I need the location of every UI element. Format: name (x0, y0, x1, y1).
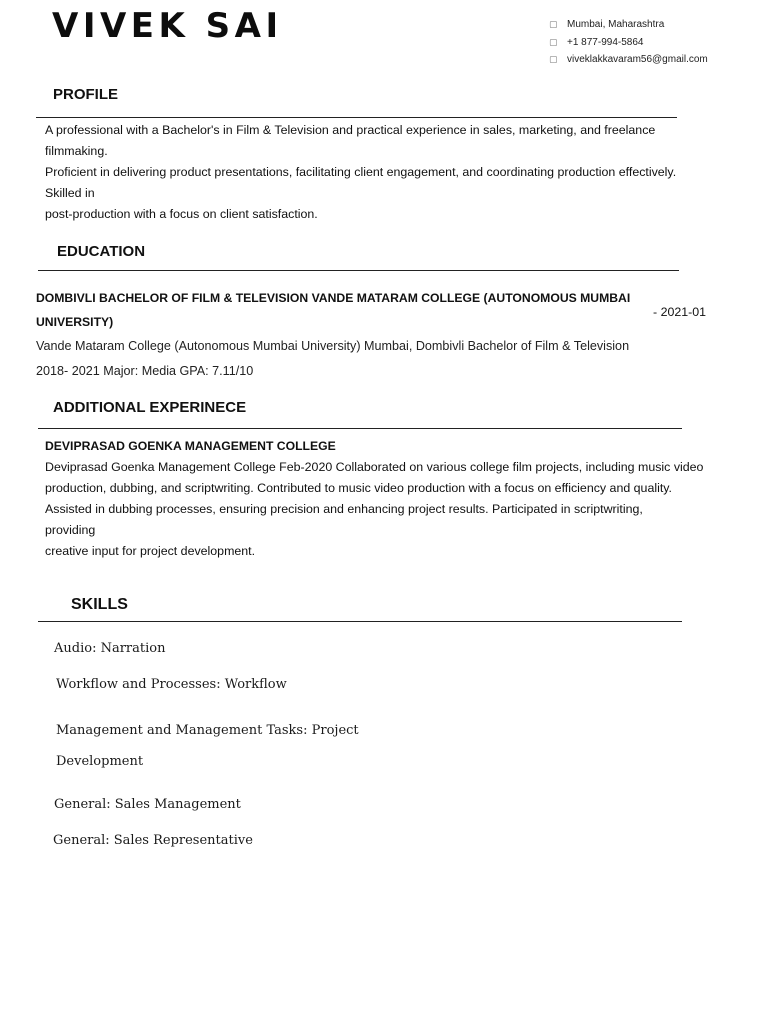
experience-line: production, dubbing, and scriptwriting. Contributed to music video production with a focus on efficiency and quality. (45, 481, 673, 495)
profile-line: A professional with a Bachelor's in Film & Television and practical experience in sales, marketing, and freelance (45, 123, 656, 137)
education-divider (38, 270, 679, 271)
contact-email (549, 54, 708, 65)
skills-heading: SKILLS (71, 596, 128, 613)
skill-item: General: Sales Management (54, 797, 241, 812)
contact-phone (549, 37, 643, 48)
experience-organization: DEVIPRASAD GOENKA MANAGEMENT COLLEGE (45, 439, 336, 453)
education-detail-line: Vande Mataram College (Autonomous Mumbai University) Mumbai, Dombivli Bachelor of Film & Television (36, 339, 630, 353)
experience-line: creative input for project development. (45, 544, 256, 558)
profile-heading: PROFILE (53, 86, 119, 103)
education-degree-line: DOMBIVLI BACHELOR OF FILM & TELEVISION VANDE MATARAM COLLEGE (AUTONOMOUS MUMBAI (36, 291, 631, 305)
email-icon: ▢ (549, 54, 558, 64)
skills-divider (38, 621, 682, 622)
experience-line: providing (45, 523, 96, 537)
profile-line: post-production with a focus on client satisfaction. (45, 207, 318, 221)
candidate-name: VIVEK SAI (52, 6, 283, 46)
experience-line: Assisted in dubbing processes, ensuring precision and enhancing project results. Participated in scriptwriting, (45, 502, 643, 516)
contact-email-text: viveklakkavaram56@gmail.com (567, 54, 708, 65)
profile-line: Skilled in (45, 186, 95, 200)
contact-location (549, 19, 664, 30)
experience-line: Deviprasad Goenka Management College Feb-2020 Collaborated on various college film projects, including music video (45, 460, 704, 474)
experience-text (45, 457, 703, 562)
skill-item: General: Sales Representative (53, 833, 253, 848)
profile-divider (36, 117, 677, 118)
skill-item: Workflow and Processes: Workflow (56, 677, 287, 692)
profile-line: Proficient in delivering product presentations, facilitating client engagement, and coordinating production effectively. (45, 165, 677, 179)
contact-location-text: Mumbai, Maharashtra (567, 19, 665, 30)
contact-phone-text: +1 877-994-5864 (567, 37, 644, 48)
profile-text (45, 120, 676, 225)
phone-icon: ▢ (549, 37, 558, 47)
profile-line: filmmaking. (45, 144, 108, 158)
experience-divider (38, 428, 682, 429)
education-detail-line: 2018- 2021 Major: Media GPA: 7.11/10 (36, 364, 254, 378)
education-degree-line: UNIVERSITY) (36, 315, 114, 329)
experience-heading: ADDITIONAL EXPERINECE (53, 399, 247, 416)
skill-item: Audio: Narration (54, 641, 166, 656)
education-heading: EDUCATION (57, 243, 146, 260)
skill-item: Management and Management Tasks: Project (56, 723, 359, 738)
education-degree (36, 286, 630, 334)
skill-item: Development (56, 754, 144, 769)
location-icon: ▢ (549, 19, 558, 29)
education-date: - 2021-01 (653, 305, 707, 319)
education-details (36, 334, 629, 384)
